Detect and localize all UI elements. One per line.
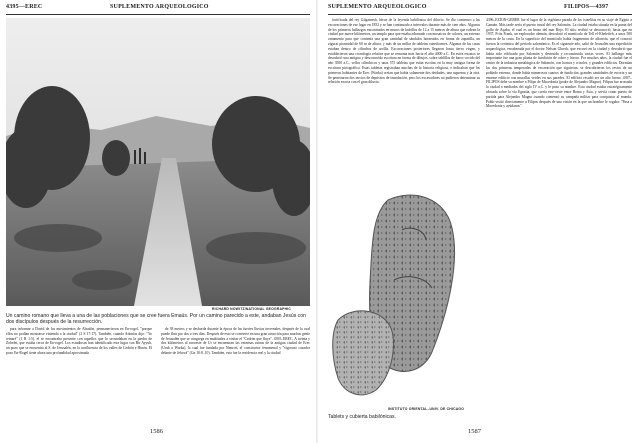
left-page bbox=[0, 0, 316, 443]
right-header-rule bbox=[328, 14, 632, 15]
right-running-header bbox=[328, 4, 632, 18]
left-header-title: SUPLEMENTO ARQUEOLOGICO bbox=[110, 4, 209, 10]
right-page-number: 1587 bbox=[468, 428, 481, 435]
right-col1-paragraph: fortificada del rey Gilgamesh, héroe de la leyenda babilónica del diluvio. Se dio comienzo a las excavaciones de ese lugar en 1852 y se han continuado a intervalos durante más de cien años. Algunos de los primeros hallazgos encontrados en muros de ladrillos de 12 a 15 metros de altura que rodean la ciudad por nueve kilómetros, un templo para que estaba adornado con mosaicos de colores, un extenso ornamento para que contenía una gran cantidad de sándalos horneados en forma de zapatilla, un zigurat piramidal de 60 m de altura, y más de un millar de tabletas cuneiformes. Algunas de las casas estaban dentro de cilindros de arcilla. Excavaciones posteriores llegaron hasta tierra virgen, y establecieron una cronología relativa que se remonta más hacia el año 4000 a.C. En estos estratos se descubrió una antigua y desconocida escritura en forma de dibujos, sobre tablillas de barro cocido del año 3500 a.C., sellos cilíndricos y unas 575 tabletas que están escritas en la muy antigua forma de escritura pictográfica. Estas tabletas registraban muchas de la historia religiosa, e indicaban que los primeros habitantes de Erec (Warka) creían que había solamente dos deidades, una suprema y la otra. Se penetraron dos tercios de depósitos de inundación, pero los excavadores no pudieron determinar su relación exacta con el gran diluvio. bbox=[328, 18, 480, 85]
left-header-entry: 4395—EREC bbox=[6, 4, 43, 10]
babylonian-tablets-photo bbox=[328, 170, 480, 406]
right-text-column-2 bbox=[486, 18, 632, 426]
left-photo-credit: RICHARD NOWITZ/NATIONAL GEOGRAPHIC bbox=[212, 307, 292, 311]
left-col1-paragraph: para informar a David de los movimientos de Absalón, permanecieron en En-rogel, "porque ellos no podían mostrarse viniendo a la ciudad" (2 S 17:17). También, cuando Adonías dijo: "Yo reinaré" (1 R 1:5), el se encontraba presente con aquellos que lo secundaban en la piedra de Zohelet, que estaba cerca de En-rogel. Los estudiosos han identificado este lugar con Bir Ayyub, un pozo que se encuentra al S. de Jerusalén, en la confluencia de los valles de Cedrón e Hinón. El pozo En-Rogel tiene ahora una profundidad aproximada bbox=[6, 327, 152, 355]
right-header-title: SUPLEMENTO ARQUEOLOGICO bbox=[328, 4, 427, 10]
left-page-number: 1586 bbox=[150, 428, 163, 435]
right-col2-paragraph: 4396–EZION-GEBER fue el lugar de la vigésima parada de los israelitas en su viaje de Egipto a Canaán. Más tarde sería el puerto naval del rey Salomón. La ciudad estaba situada en la punta del golfo de Aqaba, el cual es un brazo del mar Rojo. El sitio recibió se desconoció, hasta que en 1937, Fritz Frank, un explorador alemán, descubrió el montículo de Tell el-Kheleifeh, a unos 500 metros de la costa. En la superficie del montículo había fragmentos de alfarería, que el conoció fueron la cerámica del período salomónico. Es el siguiente año, salió de Jerusalén una expedición arqueológica, encabezada por el doctor Nelson Glueck, que excavó en la ciudad y descubrió que había sido edificada por Salomón y destruida y reconstruida varias veces. El hallazgo más importante fue una gran planta de fundición de cobre y hierro. Por muchos años, la ciudad fue el centro de la industria metalúrgica de Salomón, con hornos y crisoles, y grandes edificios. Dormían las dos primeras temporadas de excavación que siguieron, se descubrieron los restos de un poblado extenso, donde había numerosos cuartos de fundición, grandes cantidades de escoria y un enorme edificio con murallas verdes en sus paredes. El edificio resultó ser un alto horno. 4397–FILIPOS debe su nombre a Filipo de Macedonia (padre de Alejandro Magno). Filipos fue arrasada la ciudad a mediados del siglo IV a.C. y le puso su nombre. Esta ciudad estaba estratégicamente ubicada sobre la vía Egnatia, que corría este-oeste entre Roma y Asia, y servía como puerto de partida para Alejandro Magno cuando comenzó su campaña militar para conquistar al mundo. Pablo visitó directamente a Filipos después de una visión en la que un hombre le rogaba: "Pasa a Macedonia y ayúdanos". bbox=[486, 18, 632, 109]
right-text-column-1 bbox=[328, 18, 480, 168]
right-photo-caption: Tablets y cubierta babilónicas. bbox=[328, 414, 396, 420]
right-photo-credit: INSTITUTO ORIENTAL–UNIV. DE CHICAGO bbox=[388, 407, 465, 411]
roman-road-photo bbox=[6, 18, 310, 306]
tablets-image bbox=[328, 170, 480, 406]
left-col2-paragraph: de 38 metros y se desborda durante la época de las fuertes lluvias invernales, después de la cual puede fluir por dos o tres días. Después de esto se convierte en una gran atracción para muchas gente de Jerusalén que se congrega en multitudes a visitar el "Cedrón que fluye". 4395–EREC. A treinta y dos kilómetros al noroeste de Ur se encuentran las extensas ruinas de la antigua ciudad de Erec (Uruk o Warka), la cual fue fundada por Nimrod, el constructor fenomenal y "vigoroso cazador delante de Jehová" (Gn 10:8–10). También, esta fue la residencia real y la ciudad bbox=[161, 327, 310, 355]
left-text-column-1 bbox=[6, 327, 152, 423]
left-running-header bbox=[6, 4, 310, 18]
right-header-entry: FILIPOS—4397 bbox=[564, 4, 609, 10]
right-page bbox=[318, 0, 638, 443]
left-header-rule bbox=[6, 14, 310, 15]
left-text-column-2 bbox=[161, 327, 310, 423]
roman-road-image bbox=[6, 18, 310, 306]
left-photo-caption: Un camino romano que lleva a una de las poblaciones que se cree fuera Emaús. Por un camino parecido a este, andaban Jesús con dos discípulos después de la resurrección. bbox=[6, 313, 306, 326]
